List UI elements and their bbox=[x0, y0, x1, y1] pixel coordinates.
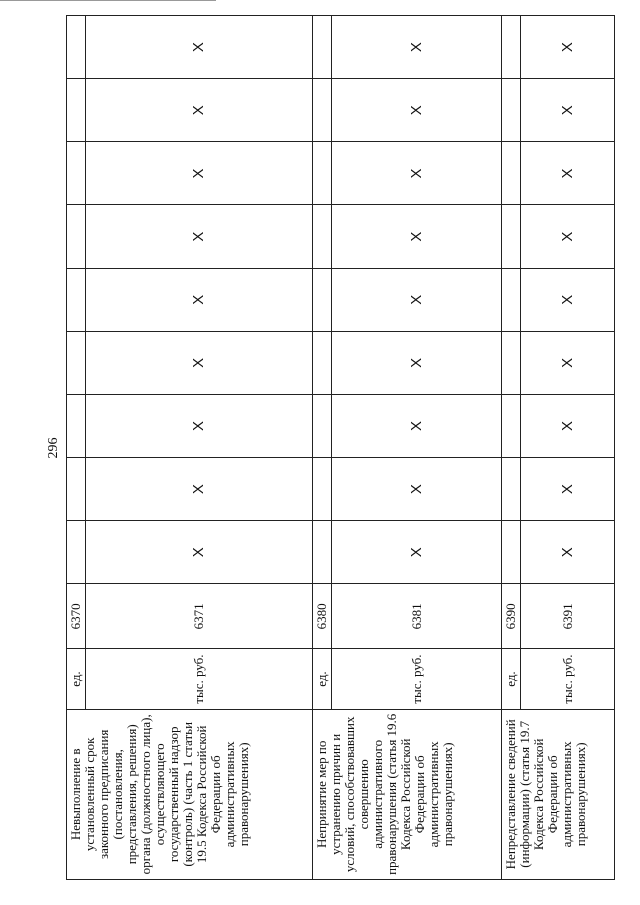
table-row bbox=[502, 16, 521, 880]
value-cell bbox=[502, 331, 521, 394]
code-cell: 6380 bbox=[313, 584, 332, 649]
value-cell bbox=[67, 521, 86, 584]
unit-cell: тыс. руб. bbox=[521, 649, 615, 709]
value-cell bbox=[502, 268, 521, 331]
violation-description: Невыполнение в установленный срок законного предписания (постановления, представления, решения) органа (должностного лица), осуществляющего государственный надзор (контроль) (часть 1 статьи 19.5 Кодекса Российской Федерации об административных правонарушениях) bbox=[67, 709, 313, 879]
unit-cell: ед. bbox=[67, 649, 86, 709]
table-row bbox=[313, 16, 332, 880]
value-cell bbox=[313, 142, 332, 205]
code-cell: 6390 bbox=[502, 584, 521, 649]
value-cell bbox=[502, 205, 521, 268]
x-mark: X bbox=[86, 458, 313, 521]
violations-table bbox=[66, 15, 615, 880]
x-mark: X bbox=[86, 521, 313, 584]
rotated-table-wrapper bbox=[66, 15, 615, 880]
violation-description: Непредставление сведений (информации) (статья 19.7 Кодекса Российской Федерации об административных правонарушениях) bbox=[502, 709, 615, 879]
table-row bbox=[67, 16, 86, 880]
x-mark: X bbox=[332, 521, 502, 584]
value-cell bbox=[502, 521, 521, 584]
value-cell bbox=[313, 521, 332, 584]
value-cell bbox=[67, 142, 86, 205]
value-cell bbox=[67, 394, 86, 457]
value-cell bbox=[67, 331, 86, 394]
value-cell bbox=[67, 268, 86, 331]
x-mark: X bbox=[86, 394, 313, 457]
violation-description: Непринятие мер по устранению причин и условий, способствовавших совершению административного правонарушения (статья 19.6 Кодекса Российской Федерации об административных правонарушениях) bbox=[313, 709, 502, 879]
value-cell bbox=[67, 79, 86, 142]
x-mark: X bbox=[86, 331, 313, 394]
page-number: 296 bbox=[46, 437, 61, 459]
value-cell bbox=[502, 16, 521, 79]
x-mark: X bbox=[332, 142, 502, 205]
x-mark: X bbox=[521, 458, 615, 521]
code-cell: 6391 bbox=[521, 584, 615, 649]
value-cell bbox=[67, 458, 86, 521]
value-cell bbox=[502, 394, 521, 457]
value-cell bbox=[313, 458, 332, 521]
value-cell bbox=[67, 16, 86, 79]
x-mark: X bbox=[332, 331, 502, 394]
x-mark: X bbox=[521, 268, 615, 331]
x-mark: X bbox=[521, 521, 615, 584]
unit-cell: тыс. руб. bbox=[332, 649, 502, 709]
value-cell bbox=[313, 205, 332, 268]
x-mark: X bbox=[521, 142, 615, 205]
x-mark: X bbox=[332, 79, 502, 142]
x-mark: X bbox=[86, 79, 313, 142]
value-cell bbox=[313, 394, 332, 457]
x-mark: X bbox=[86, 268, 313, 331]
x-mark: X bbox=[332, 458, 502, 521]
x-mark: X bbox=[521, 16, 615, 79]
value-cell bbox=[313, 331, 332, 394]
x-mark: X bbox=[332, 16, 502, 79]
value-cell bbox=[502, 142, 521, 205]
value-cell bbox=[502, 458, 521, 521]
x-mark: X bbox=[332, 268, 502, 331]
value-cell bbox=[313, 16, 332, 79]
top-rule bbox=[0, 0, 216, 1]
code-cell: 6370 bbox=[67, 584, 86, 649]
unit-cell: ед. bbox=[502, 649, 521, 709]
unit-cell: тыс. руб. bbox=[86, 649, 313, 709]
x-mark: X bbox=[521, 331, 615, 394]
x-mark: X bbox=[521, 205, 615, 268]
x-mark: X bbox=[332, 205, 502, 268]
code-cell: 6381 bbox=[332, 584, 502, 649]
x-mark: X bbox=[332, 394, 502, 457]
code-cell: 6371 bbox=[86, 584, 313, 649]
x-mark: X bbox=[521, 79, 615, 142]
x-mark: X bbox=[86, 142, 313, 205]
value-cell bbox=[313, 268, 332, 331]
x-mark: X bbox=[521, 394, 615, 457]
value-cell bbox=[67, 205, 86, 268]
value-cell bbox=[502, 79, 521, 142]
value-cell bbox=[313, 79, 332, 142]
unit-cell: ед. bbox=[313, 649, 332, 709]
x-mark: X bbox=[86, 16, 313, 79]
x-mark: X bbox=[86, 205, 313, 268]
